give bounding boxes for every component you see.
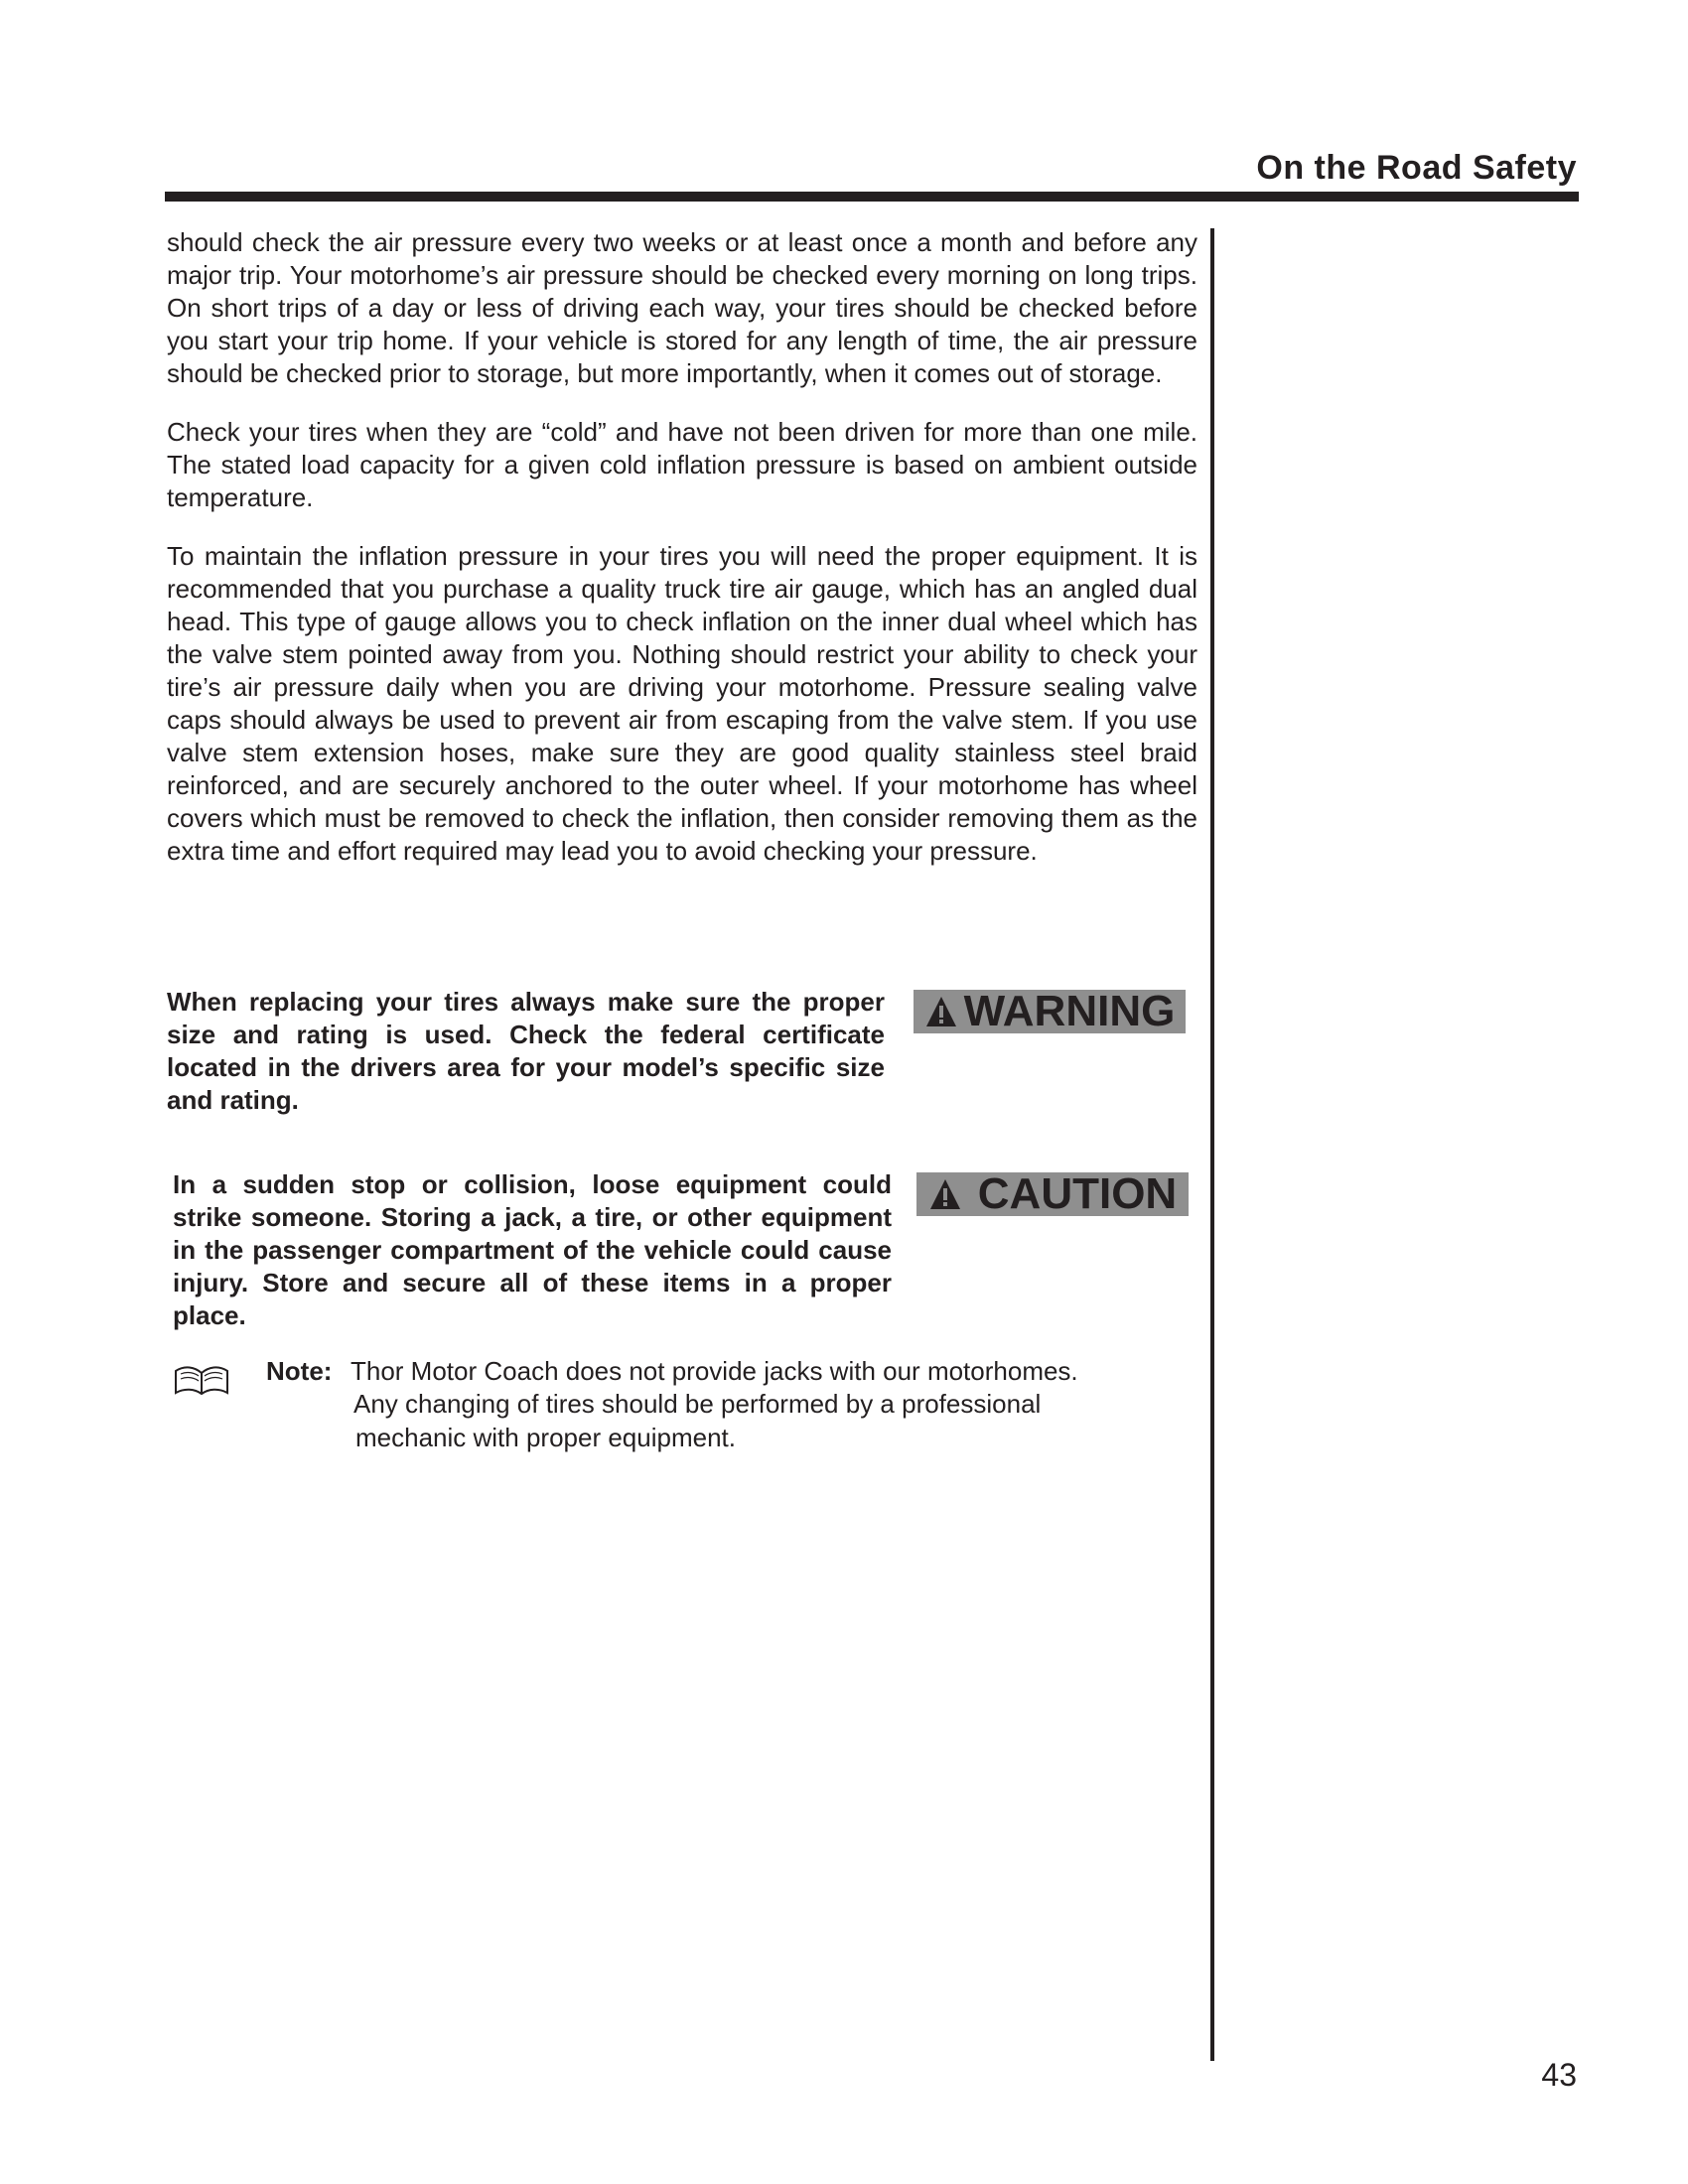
- note-label: Note:: [266, 1356, 333, 1386]
- header-rule: [165, 192, 1579, 202]
- warning-badge-label: WARNING: [963, 987, 1176, 1035]
- paragraph: Check your tires when they are “cold” and have not been driven for more than one mile. The stated load capacity for a given cold inflation pressure is based on ambient outside temperature.: [167, 417, 1197, 512]
- body-text: [167, 226, 1197, 893]
- header-title: On the Road Safety: [1256, 149, 1577, 187]
- paragraph: To maintain the inflation pressure in your tires you will need the proper equipment. It is recommended that you purchase a quality truck tire air gauge, which has an angled dual head. This type of gauge allows you to check inflation on the inner dual wheel which has the valve stem pointed away from you. Nothing should restrict your ability to check your tire’s air pressure daily when you are driving your motorhome. Pressure sealing valve caps should always be used to prevent air from escaping from the valve stem. If you use valve stem extension hoses, make sure they are good quality stainless steel braid reinforced, and are securely anchored to the outer wheel. If your motorhome has wheel covers which must be removed to check the inflation, then consider removing them as the extra time and effort required may lead you to avoid checking your pressure.: [167, 541, 1197, 866]
- note-line: Any changing of tires should be performed by a professional: [353, 1389, 1042, 1419]
- note-line: mechanic with proper equipment.: [355, 1423, 736, 1452]
- page-number: 43: [1541, 2057, 1577, 2093]
- caution-text: In a sudden stop or collision, loose equipment could strike someone. Storing a jack, a tire, or other equipment in the passenger compartment of the vehicle could cause injury. Store and secure all of these items in a proper place.: [173, 1169, 892, 1330]
- note: [167, 1355, 1199, 1464]
- caution-badge: [916, 1169, 1189, 1218]
- warning-triangle-icon: [924, 995, 958, 1028]
- paragraph: should check the air pressure every two weeks or at least once a month and before any major trip. Your motorhome’s air pressure should be checked every morning on long trips. On short trips of a day or less of driving each way, your tires should be checked before you start your trip home. If your vehicle is stored for any length of time, the air pressure should be checked prior to storage, but more importantly, when it comes out of storage.: [167, 227, 1197, 388]
- note-line: Thor Motor Coach does not provide jacks with our motorhomes.: [351, 1356, 1078, 1386]
- warning-badge: [914, 987, 1186, 1035]
- warning-triangle-icon: [928, 1177, 962, 1211]
- caution-badge-label: CAUTION: [977, 1169, 1178, 1218]
- warning-text: When replacing your tires always make sure the proper size and rating is used. Check the federal certificate located in the drivers area for your model’s specific size and rating.: [167, 987, 885, 1115]
- open-book-icon: [173, 1363, 230, 1397]
- vertical-margin-rule: [1210, 228, 1214, 2061]
